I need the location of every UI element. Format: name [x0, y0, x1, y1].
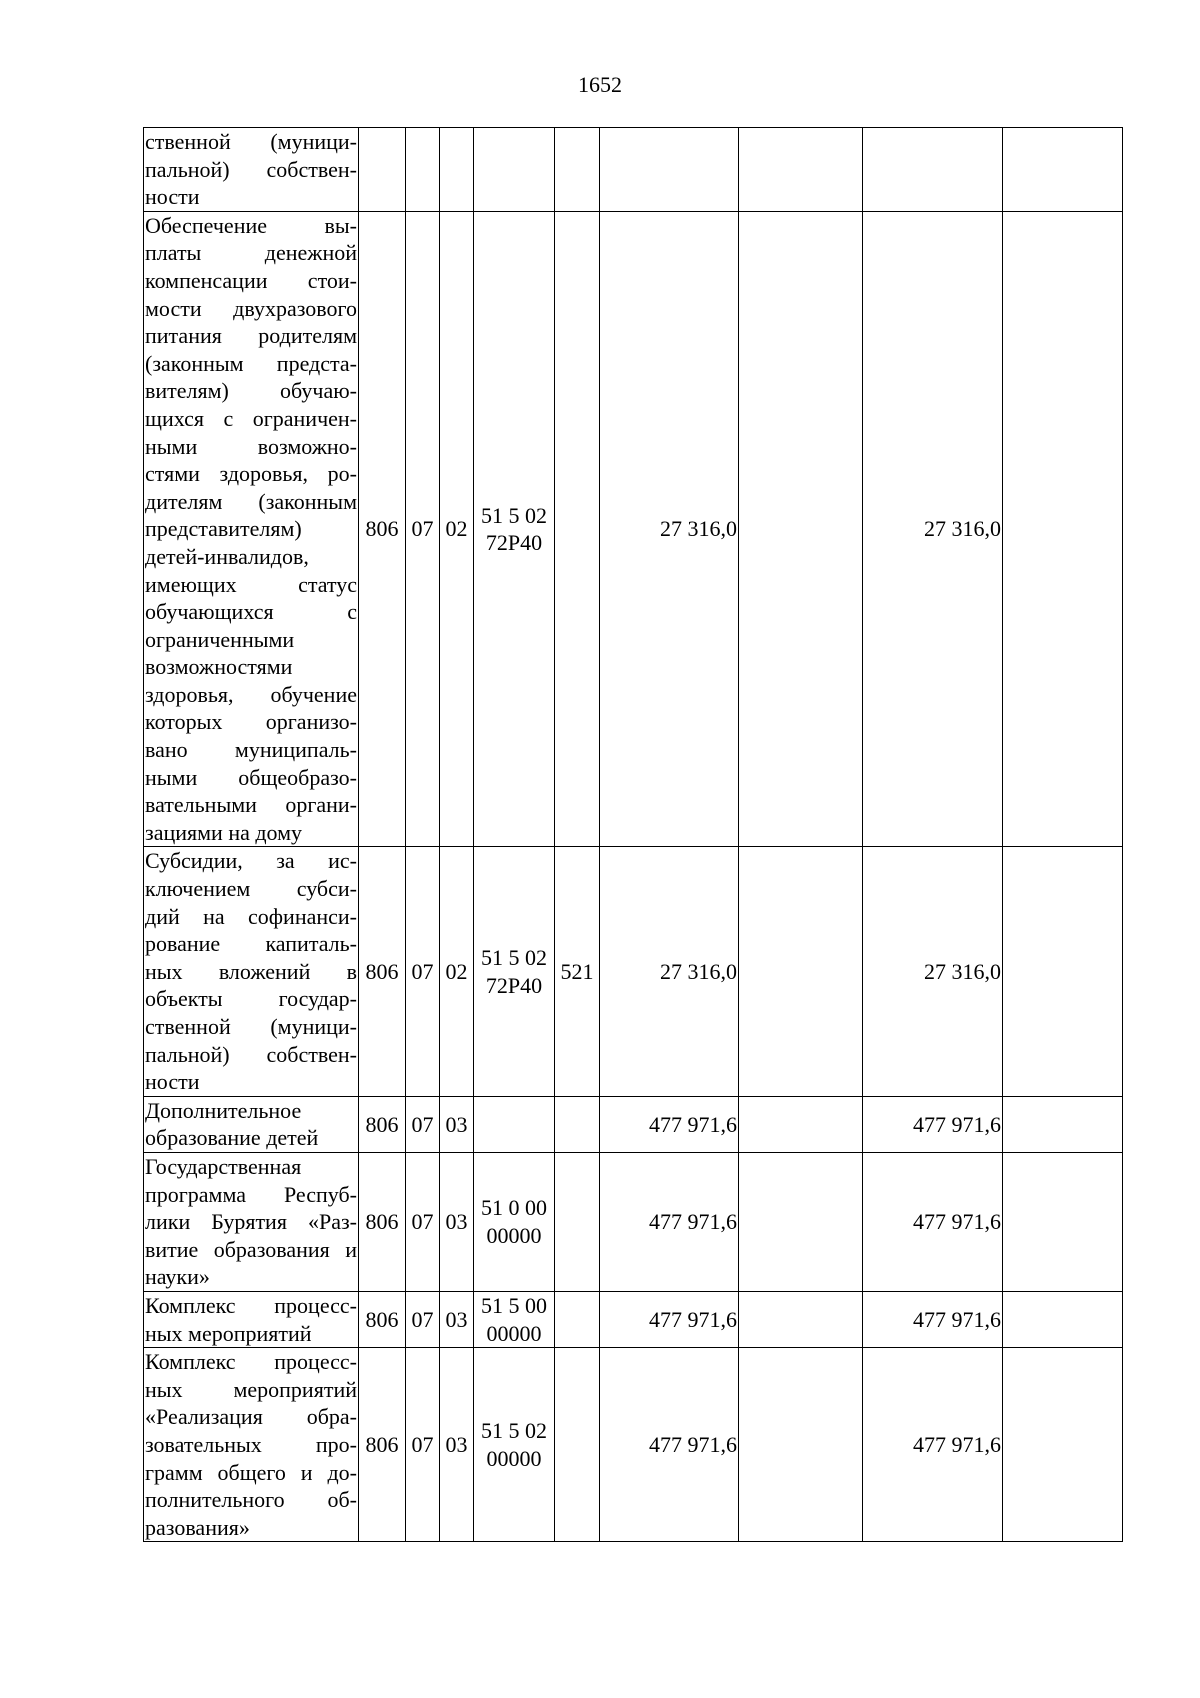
- code-line: [475, 169, 553, 197]
- name-line: ными общеобразо-: [145, 764, 357, 790]
- name-line: Комплекс процесс-: [145, 1292, 357, 1318]
- name-line: ограниченными: [145, 626, 295, 652]
- cell-grbs: 806: [359, 1291, 406, 1347]
- cell-section: 07: [406, 1291, 440, 1347]
- cell-target-article: [474, 1096, 555, 1152]
- code-line: 72Р40: [485, 530, 543, 556]
- cell-amount: 477 971,6: [600, 1152, 739, 1291]
- cell-expense-type: [555, 1348, 600, 1542]
- name-line: разования»: [145, 1514, 250, 1540]
- cell-subsection: [440, 128, 474, 212]
- name-line: стями здоровья, ро-: [145, 461, 357, 487]
- cell-subsection: 03: [440, 1096, 474, 1152]
- cell-subsection: 03: [440, 1152, 474, 1291]
- cell-grbs: [359, 128, 406, 212]
- cell-col7: [739, 128, 863, 212]
- cell-subsection: 03: [440, 1348, 474, 1542]
- name-line: питания родителям: [145, 323, 357, 349]
- name-line: дителям (законным: [145, 488, 357, 514]
- name-line: компенсации стои-: [145, 267, 357, 293]
- cell-target-article: [474, 847, 555, 1096]
- cell-section: 07: [406, 1152, 440, 1291]
- cell-name: [144, 211, 359, 847]
- cell-name: [144, 1348, 359, 1542]
- name-line: программа Респуб-: [145, 1181, 357, 1207]
- name-line: ственной (муници-: [145, 129, 357, 154]
- name-line: Обеспечение вы-: [145, 212, 357, 238]
- code-line: 51 5 02: [481, 1418, 547, 1444]
- name-line: Государственная: [145, 1153, 302, 1179]
- name-line: ными возможно-: [145, 433, 357, 459]
- table-row: [144, 1152, 1123, 1291]
- name-line: (законным предста-: [145, 350, 357, 376]
- cell-name: [144, 847, 359, 1096]
- cell-amount: 477 971,6: [600, 1291, 739, 1347]
- cell-col7: [739, 847, 863, 1096]
- cell-section: 07: [406, 1096, 440, 1152]
- code-line: 51 5 02: [481, 945, 547, 971]
- code-line: [475, 1097, 553, 1125]
- code-line: 00000: [486, 1445, 542, 1471]
- cell-col9: [1003, 128, 1123, 212]
- cell-section: 07: [406, 1348, 440, 1542]
- cell-col9: [1003, 1152, 1123, 1291]
- name-line: вано муниципаль-: [145, 737, 357, 763]
- cell-name: [144, 128, 359, 212]
- cell-expense-type: [555, 1152, 600, 1291]
- name-line: образование детей: [145, 1125, 319, 1151]
- name-line: зациями на дому: [145, 819, 303, 845]
- name-line: здоровья, обучение: [145, 681, 357, 707]
- table-row: [144, 1096, 1123, 1152]
- table-row: [144, 1291, 1123, 1347]
- cell-amount-total: 27 316,0: [863, 847, 1003, 1096]
- cell-expense-type: [555, 211, 600, 847]
- cell-grbs: 806: [359, 847, 406, 1096]
- cell-expense-type: [555, 128, 600, 212]
- name-line: «Реализация обра-: [145, 1404, 357, 1430]
- cell-grbs: 806: [359, 1096, 406, 1152]
- name-line: ключением субси-: [145, 876, 357, 902]
- cell-amount: 477 971,6: [600, 1096, 739, 1152]
- name-line: ности: [145, 1069, 200, 1095]
- name-line: зовательных про-: [145, 1431, 357, 1457]
- name-line: грамм общего и до-: [145, 1459, 357, 1485]
- table-row: [144, 211, 1123, 847]
- cell-grbs: 806: [359, 1348, 406, 1542]
- name-line: щихся с ограничен-: [145, 405, 357, 431]
- name-line: ных вложений в: [145, 958, 357, 984]
- name-line: вательными органи-: [145, 792, 357, 818]
- code-line: 51 5 00: [481, 1292, 547, 1318]
- cell-expense-type: [555, 1096, 600, 1152]
- cell-col7: [739, 1096, 863, 1152]
- name-line: ности: [145, 184, 200, 210]
- cell-grbs: 806: [359, 1152, 406, 1291]
- cell-target-article: [474, 1291, 555, 1347]
- cell-expense-type: [555, 1291, 600, 1347]
- cell-subsection: 02: [440, 847, 474, 1096]
- name-line: Комплекс процесс-: [145, 1349, 357, 1375]
- cell-target-article: [474, 1152, 555, 1291]
- code-line: 51 0 00: [481, 1195, 547, 1221]
- code-line: 00000: [486, 1320, 542, 1346]
- budget-table: [143, 127, 1123, 1542]
- cell-col9: [1003, 1291, 1123, 1347]
- code-line: [475, 142, 553, 170]
- name-line: представителям): [145, 516, 302, 542]
- name-line: вителям) обучаю-: [145, 378, 357, 404]
- table-row: [144, 847, 1123, 1096]
- cell-col9: [1003, 1096, 1123, 1152]
- cell-col9: [1003, 211, 1123, 847]
- cell-section: 07: [406, 211, 440, 847]
- name-line: дий на софинанси-: [145, 903, 357, 929]
- cell-name: [144, 1152, 359, 1291]
- cell-section: 07: [406, 847, 440, 1096]
- cell-subsection: 03: [440, 1291, 474, 1347]
- cell-amount-total: 477 971,6: [863, 1291, 1003, 1347]
- name-line: ных мероприятий: [145, 1376, 357, 1402]
- name-line: ственной (муници-: [145, 1014, 357, 1039]
- name-line: науки»: [145, 1264, 210, 1290]
- name-line: Субсидии, за ис-: [145, 848, 357, 874]
- name-line: рование капиталь-: [145, 931, 357, 957]
- cell-name: [144, 1291, 359, 1347]
- code-line: 51 5 02: [481, 502, 547, 528]
- cell-expense-type: 521: [555, 847, 600, 1096]
- cell-col7: [739, 1348, 863, 1542]
- name-line: витие образования и: [145, 1236, 357, 1262]
- table-row: [144, 1348, 1123, 1542]
- cell-section: [406, 128, 440, 212]
- name-line: полнительного об-: [145, 1487, 357, 1513]
- cell-subsection: 02: [440, 211, 474, 847]
- name-line: имеющих статус: [145, 571, 357, 597]
- name-line: которых организо-: [145, 709, 357, 735]
- name-line: платы денежной: [145, 240, 357, 266]
- name-line: детей-инвалидов,: [145, 543, 309, 569]
- name-line: пальной) собствен-: [145, 156, 357, 182]
- cell-amount-total: 477 971,6: [863, 1096, 1003, 1152]
- name-line: пальной) собствен-: [145, 1041, 357, 1067]
- cell-target-article: [474, 1348, 555, 1542]
- name-line: объекты государ-: [145, 986, 357, 1012]
- cell-col9: [1003, 1348, 1123, 1542]
- cell-amount-total: 477 971,6: [863, 1152, 1003, 1291]
- cell-target-article: [474, 128, 555, 212]
- table-row: [144, 128, 1123, 212]
- cell-amount: 27 316,0: [600, 847, 739, 1096]
- cell-col7: [739, 1152, 863, 1291]
- name-line: Дополнительное: [145, 1097, 302, 1123]
- code-line: [475, 1124, 553, 1152]
- name-line: обучающихся с: [145, 599, 357, 625]
- cell-col9: [1003, 847, 1123, 1096]
- name-line: ных мероприятий: [145, 1320, 312, 1346]
- code-line: 00000: [486, 1222, 542, 1248]
- cell-amount: 477 971,6: [600, 1348, 739, 1542]
- code-line: 72Р40: [485, 972, 543, 998]
- cell-target-article: [474, 211, 555, 847]
- cell-name: [144, 1096, 359, 1152]
- cell-amount-total: 27 316,0: [863, 211, 1003, 847]
- cell-amount: [600, 128, 739, 212]
- name-line: лики Бурятия «Раз-: [145, 1209, 357, 1235]
- cell-grbs: 806: [359, 211, 406, 847]
- cell-col7: [739, 211, 863, 847]
- cell-amount-total: [863, 128, 1003, 212]
- name-line: мости двухразового: [145, 295, 357, 321]
- cell-col7: [739, 1291, 863, 1347]
- page-number: 1652: [578, 72, 622, 97]
- cell-amount: 27 316,0: [600, 211, 739, 847]
- cell-amount-total: 477 971,6: [863, 1348, 1003, 1542]
- name-line: возможностями: [145, 654, 293, 680]
